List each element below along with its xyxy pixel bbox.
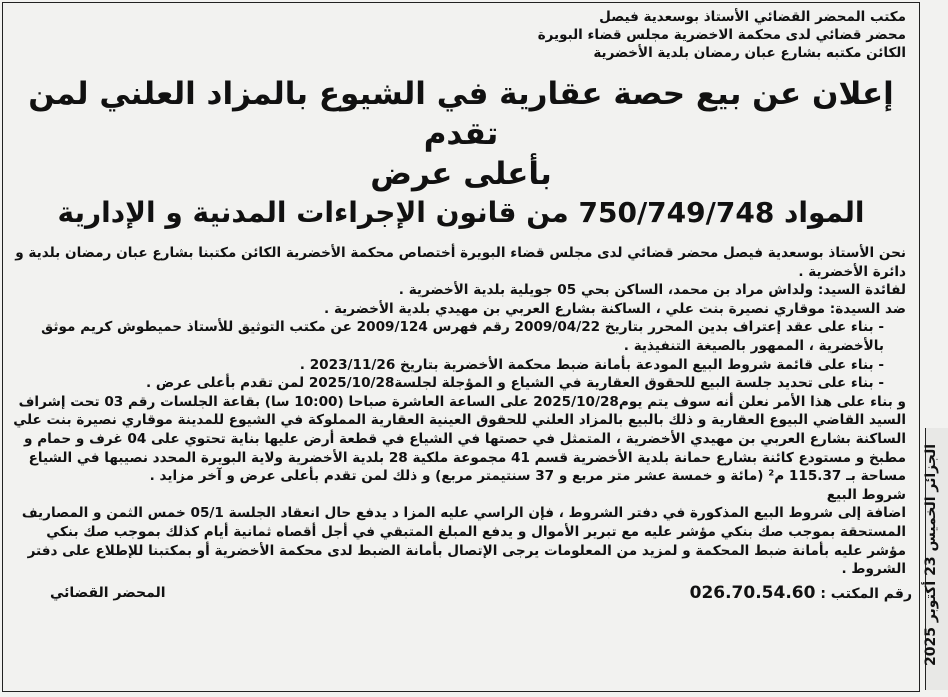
office-header-line-3: الكائن مكتبه بشارع عبان رمضان بلدية الأخضرية: [593, 45, 906, 61]
legal-articles-heading: المواد 750/749/748 من قانون الإجراءات المدنية و الإدارية: [57, 196, 865, 229]
notice-title-line-2: بأعلى عرض: [370, 156, 552, 192]
phone-number: 026.70.54.60: [689, 582, 816, 603]
notice-content: [10, 8, 912, 603]
bullet-deed: - بناء على عقد إعتراف بدين المحرر بتاريخ 2009/04/22 رقم فهرس 2009/124 عن مكتب التوثيق للأستاذ حميطوش كريم موثق بالأخضرية ، الممهور بالصيغة التنفيذية .: [41, 319, 884, 354]
beneficiary-line: لفائدة السيد: ولداش مراد بن محمد، الساكن بحي 05 جويلية بلدية الأخضرية .: [398, 282, 906, 299]
conditions-paragraph: اضافة إلى شروط البيع المذكورة في دفتر الشروط ، فإن الراسي عليه المزا د يدفع حال انعقاد الجلسة 05/1 خمس الثمن و المصاريف المستحقة بموجب صك بنكي مؤشر عليه مع تبرير الأموال و يدفع المبلغ المتبقي في أجل أقصاه ثمانية أيام كذلك بموجب صك بنكي مؤشر عليه بأمانة ضبط المحكمة و لمزيد من المعلومات يرجى الإتصال بأمانة الضبط لدى محكمة الأخضرية أو بمكتبنا للإطلاع على دفتر الشروط .: [21, 505, 906, 578]
newspaper-date-label: الجزائر الخميس 23 أكتوبر 2025: [923, 444, 939, 667]
notice-body: [10, 244, 912, 579]
phone-label: رقم المكتب :: [820, 585, 912, 602]
bullet-session-date: - بناء على تحديد جلسة البيع للحقوق العقارية في الشياع و المؤجلة لجلسة2025/10/28 لمن تقدم بأعلى عرض .: [146, 375, 884, 392]
conditions-title: شروط البيع: [826, 486, 906, 503]
office-phone: [690, 583, 912, 603]
signer-title: المحضر القضائي: [50, 584, 166, 601]
bullet-conditions-list: - بناء على قائمة شروط البيع المودعة بأمانة ضبط محكمة الأخضرية بتاريخ 2023/11/26 .: [299, 356, 884, 373]
main-paragraph: و بناء على هذا الأمر نعلن أنه سوف يتم يوم2025/10/28 على الساعة العاشرة صباحا (10:00 سا) بقاعة الجلسات رقم 03 تحت إشراف السيد القاضي البيوع العقارية و ذلك بالبيع بالمزاد العلني للحقوق العينية العقارية المملوكة في الشيوع للمدينة موقاري نصيرة بنت علي الساكنة بشارع العربي بن مهيدي الأخضرية ، المتمثل في حصتها في الشياع في قطعة أرض عليها بناية تحتوي على 04 غرف و حمام و مطبخ و مستودع كائنة بشارع حمانة بلدية الأخضرية قسم 41 مجموعة ملكية 28 بلدية الأخضرية ولاية البويرة المحدد نصيبها في الشياع مساحة بـ 115.37 م² (مائة و خمسة عشر متر مربع و 37 سنتيمتر مربع) و ذلك لمن تقدم بأعلى عرض و آخر مزايد .: [13, 393, 906, 485]
office-header: [10, 8, 912, 62]
intro-paragraph: نحن الأستاذ بوسعدية فيصل محضر قضائي لدى مجلس قضاء البويرة أختصاص محكمة الأخضرية الكائن مكتبنا بشارع عبان رمضان بلدية و دائرة الأخضرية .: [15, 245, 906, 280]
against-line: ضد السيدة: موقاري نصيرة بنت علي ، الساكنة بشارع العربي بن مهيدي بلدية الأخضرية .: [324, 300, 906, 317]
notice-title: إعلان عن بيع حصة عقارية في الشيوع بالمزاد العلني لمن تقدم: [28, 76, 894, 152]
notice-footer: [10, 583, 912, 603]
office-header-line-1: مكتب المحضر القضائي الأستاذ بوسعدية فيصل: [599, 9, 906, 25]
office-header-line-2: محضر قضائي لدى محكمة الاخضرية مجلس قضاء البويرة: [537, 27, 906, 43]
